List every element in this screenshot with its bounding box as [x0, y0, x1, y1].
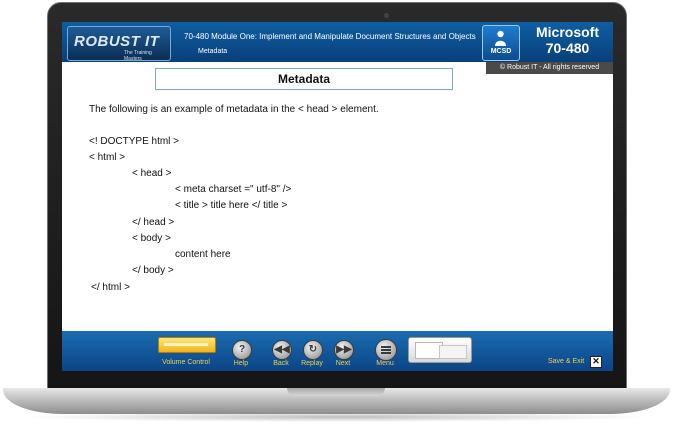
next-label: Next [335, 360, 351, 367]
back-button[interactable] [272, 340, 292, 360]
code-line: content here [175, 249, 231, 260]
help-button[interactable] [232, 340, 252, 360]
brand-line-1: Microsoft [536, 24, 599, 40]
course-title: 70-480 Module One: Implement and Manipulate Document Structures and Objects [184, 32, 476, 41]
mcsd-label: MCSD [490, 48, 512, 55]
page-title: Metadata [155, 68, 453, 90]
code-line: </ html > [91, 282, 130, 293]
brand-line-2: 70-480 [545, 40, 590, 56]
menu-icon [381, 345, 391, 355]
volume-track [164, 343, 208, 346]
replay-icon: ↻ [308, 344, 318, 355]
code-line: < meta charset =" utf-8" /> [175, 184, 292, 195]
code-line: </ head > [132, 217, 175, 228]
replay-label: Replay [301, 360, 323, 367]
code-line: < html > [89, 152, 126, 163]
replay-button[interactable] [303, 340, 323, 360]
save-exit-button[interactable] [590, 356, 602, 368]
course-screen [62, 22, 613, 371]
laptop-notch [287, 388, 385, 396]
section-name: Metadata [198, 48, 228, 55]
save-exit-label[interactable]: Save & Exit [548, 358, 585, 365]
code-line: < title > title here </ title > [175, 200, 288, 211]
course-header [62, 22, 613, 62]
intro-text: The following is an example of metadata in the < head > element. [89, 104, 379, 115]
volume-slider[interactable] [158, 337, 216, 353]
code-line: </ body > [132, 265, 174, 276]
back-label: Back [273, 360, 289, 367]
rewind-icon: ◀◀ [274, 344, 290, 355]
code-line: <! DOCTYPE html > [89, 136, 180, 147]
next-button[interactable] [334, 340, 354, 360]
camera [384, 13, 389, 18]
volume-label: Volume Control [162, 359, 210, 366]
question-icon: ? [238, 344, 246, 355]
media-player-widget[interactable] [408, 337, 472, 363]
robust-it-logo [67, 26, 171, 61]
fast-forward-icon: ▶▶ [336, 344, 352, 355]
microsoft-brand [522, 24, 613, 56]
logo-subtitle: The Training Masters [124, 50, 152, 62]
copyright-notice: © Robust IT - All rights reserved [486, 62, 613, 74]
person-icon [494, 30, 507, 46]
code-line: < head > [132, 168, 172, 179]
logo-text: ROBUST IT [74, 33, 160, 50]
code-line: < body > [132, 233, 171, 244]
menu-button[interactable] [375, 339, 397, 361]
mcsd-badge [482, 25, 520, 61]
player-toolbar [62, 331, 613, 371]
menu-label: Menu [376, 360, 394, 367]
help-label: Help [233, 360, 249, 367]
player-controls [439, 345, 467, 359]
close-icon: ✕ [592, 356, 600, 366]
